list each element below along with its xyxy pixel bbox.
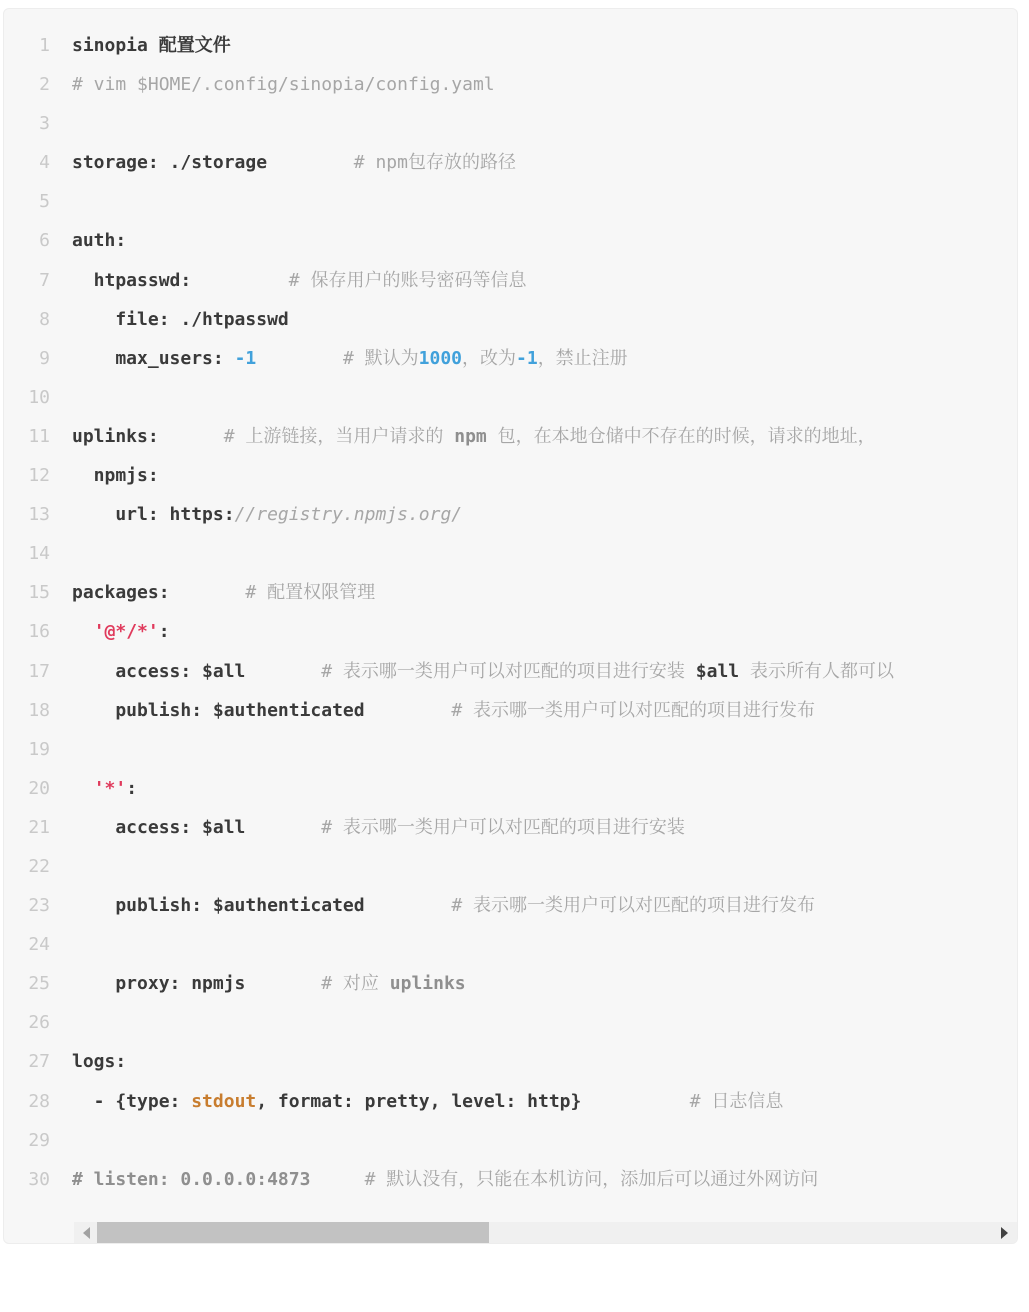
token-code: [159, 426, 224, 447]
code-text: [72, 573, 375, 612]
line-number: 3: [39, 113, 50, 135]
code-text: [72, 339, 628, 378]
line-number: 12: [28, 465, 50, 487]
token-comment: ，改为: [462, 347, 516, 369]
code-text: [72, 652, 894, 691]
token-code: [72, 621, 94, 642]
code-text: [72, 808, 685, 847]
token-comment: # 日志信息: [689, 1090, 784, 1112]
token-code: file: ./htpasswd: [72, 308, 289, 330]
token-literal: stdout: [191, 1090, 257, 1112]
token-code: [365, 700, 452, 721]
code-line: [4, 221, 1017, 260]
token-comment: # npm包存放的路径: [353, 152, 516, 174]
token-code: max_users:: [72, 347, 235, 369]
token-code: $all: [695, 660, 740, 682]
line-number: 24: [28, 934, 50, 956]
token-code: proxy: npmjs: [72, 973, 246, 995]
code-text: [72, 691, 815, 730]
token-number: -1: [234, 347, 257, 369]
token-code: :: [126, 777, 138, 799]
code-line: [4, 612, 1017, 651]
token-code: [191, 270, 289, 291]
code-line: [4, 1003, 1017, 1042]
code-line: [4, 104, 1017, 143]
token-comment: # 对应: [321, 973, 390, 995]
code-line: [4, 182, 1017, 221]
code-line: [4, 261, 1017, 300]
code-line: [4, 1042, 1017, 1081]
line-number: 19: [28, 738, 50, 760]
token-comment: # 上游链接，当用户请求的: [223, 425, 455, 447]
token-code: publish: $authenticated: [72, 699, 365, 721]
token-code: htpasswd:: [72, 269, 192, 291]
code-text: [72, 143, 516, 182]
line-number: 4: [39, 152, 50, 174]
code-line: [4, 925, 1017, 964]
token-comment: # 配置权限管理: [245, 582, 376, 604]
token-code: auth:: [72, 230, 127, 252]
code-line: [4, 417, 1017, 456]
token-code: :: [158, 621, 170, 643]
code-text: [72, 65, 495, 104]
token-comment: # 表示哪一类用户可以对匹配的项目进行发布: [451, 699, 815, 721]
line-number: 1: [39, 35, 50, 56]
line-number: 22: [28, 855, 50, 877]
token-code: - {type:: [72, 1090, 192, 1112]
token-ccode: npm: [454, 425, 487, 447]
token-code: storage: ./storage: [72, 152, 268, 174]
token-code: npmjs:: [72, 465, 159, 487]
code-text: [72, 612, 170, 651]
scroll-right-arrow-icon[interactable]: [1001, 1227, 1008, 1239]
line-number: 2: [39, 74, 50, 96]
code-line: [4, 143, 1017, 182]
token-comment: [310, 1169, 364, 1190]
line-number: 13: [28, 504, 50, 526]
code-line: [4, 495, 1017, 534]
code-text: [72, 964, 466, 1003]
line-number: 15: [28, 582, 50, 604]
token-comment: 表示所有人都可以: [739, 660, 894, 682]
token-comment: # 默认为: [342, 347, 419, 369]
line-number: 7: [39, 269, 50, 291]
code-text: [72, 1160, 818, 1199]
code-text: [72, 769, 137, 808]
code-line: [4, 730, 1017, 769]
code-line: [4, 534, 1017, 573]
line-number: 25: [28, 973, 50, 995]
line-number: 14: [28, 543, 50, 565]
token-comment: # 表示哪一类用户可以对匹配的项目进行安装: [321, 816, 685, 838]
token-string: '@*/*': [93, 621, 159, 643]
token-comment: 包，在本地仓储中不存在的时候，请求的地址，: [486, 425, 876, 447]
token-code: , format: pretty, level: http}: [256, 1090, 582, 1112]
code-text: [72, 886, 815, 925]
line-number: 6: [39, 230, 50, 252]
line-number: 21: [28, 816, 50, 838]
token-code: [72, 778, 94, 799]
token-comment: # vim $HOME/.config/sinopia/config.yaml: [72, 74, 495, 96]
line-number: 17: [28, 660, 50, 682]
code-line: [4, 1160, 1017, 1199]
code-line: [4, 847, 1017, 886]
token-ccode: # listen: 0.0.0.0:4873: [72, 1168, 311, 1190]
code-line: [4, 964, 1017, 1003]
token-comment: ，禁止注册: [537, 347, 628, 369]
token-comment: # 表示哪一类用户可以对匹配的项目进行发布: [451, 895, 815, 917]
token-code: url: https:: [72, 504, 235, 526]
code-line: [4, 300, 1017, 339]
code-line: [4, 339, 1017, 378]
token-code: access: $all: [72, 660, 246, 682]
token-code: sinopia 配置文件: [72, 35, 231, 56]
token-code: [581, 1091, 689, 1112]
token-comment: # 表示哪一类用户可以对匹配的项目进行安装: [321, 660, 696, 682]
scrollbar-thumb[interactable]: [97, 1222, 489, 1243]
token-citalic: //registry.npmjs.org/: [234, 504, 463, 526]
token-comment: # 默认没有，只能在本机访问，添加后可以通过外网访问: [364, 1168, 819, 1190]
code-line: [4, 808, 1017, 847]
code-line: [4, 26, 1017, 65]
code-line: [4, 573, 1017, 612]
code-text: [72, 456, 159, 495]
token-code: [245, 661, 321, 682]
line-number: 8: [39, 308, 50, 330]
scroll-left-arrow-icon[interactable]: [83, 1227, 90, 1239]
line-number: 9: [39, 347, 50, 369]
code-line: [4, 456, 1017, 495]
token-comment: # 保存用户的账号密码等信息: [288, 269, 527, 291]
line-number: 30: [28, 1168, 50, 1190]
code-text: [72, 261, 526, 300]
code-line: [4, 652, 1017, 691]
code-lines: [4, 9, 1017, 1199]
token-code: [365, 895, 452, 916]
line-number: 28: [28, 1090, 50, 1112]
code-text: [72, 417, 876, 456]
code-line: [4, 769, 1017, 808]
line-number: 27: [28, 1051, 50, 1073]
token-code: [245, 817, 321, 838]
token-code: publish: $authenticated: [72, 895, 365, 917]
token-code: access: $all: [72, 816, 246, 838]
line-number: 5: [39, 191, 50, 213]
h-scrollbar[interactable]: [74, 1222, 1017, 1243]
token-code: logs:: [72, 1051, 127, 1073]
token-code: packages:: [72, 582, 170, 604]
code-line: [4, 378, 1017, 417]
token-code: [256, 348, 343, 369]
code-text: [72, 1042, 126, 1081]
code-text: [72, 495, 462, 534]
code-line: [4, 65, 1017, 104]
code-text: [72, 221, 126, 260]
config-code-block: [3, 8, 1018, 1244]
code-line: [4, 691, 1017, 730]
token-code: [170, 582, 246, 603]
line-number: 18: [28, 699, 50, 721]
code-line: [4, 886, 1017, 925]
token-number: 1000: [418, 347, 462, 369]
token-number: -1: [516, 347, 538, 369]
code-text: [72, 1082, 783, 1121]
code-line: [4, 1121, 1017, 1160]
token-code: uplinks:: [72, 425, 159, 447]
line-number: 20: [28, 777, 50, 799]
code-line: [4, 1082, 1017, 1121]
line-number: 10: [28, 386, 50, 408]
code-text: [72, 300, 289, 339]
token-string: '*': [93, 777, 127, 799]
line-number: 29: [28, 1129, 50, 1151]
token-code: [267, 152, 354, 173]
line-number: 23: [28, 895, 50, 917]
line-number: 11: [28, 425, 50, 447]
code-text: [72, 26, 231, 65]
line-number: 26: [28, 1012, 50, 1034]
token-ccode: uplinks: [389, 973, 466, 995]
line-number: 16: [28, 621, 50, 643]
token-code: [245, 973, 321, 994]
